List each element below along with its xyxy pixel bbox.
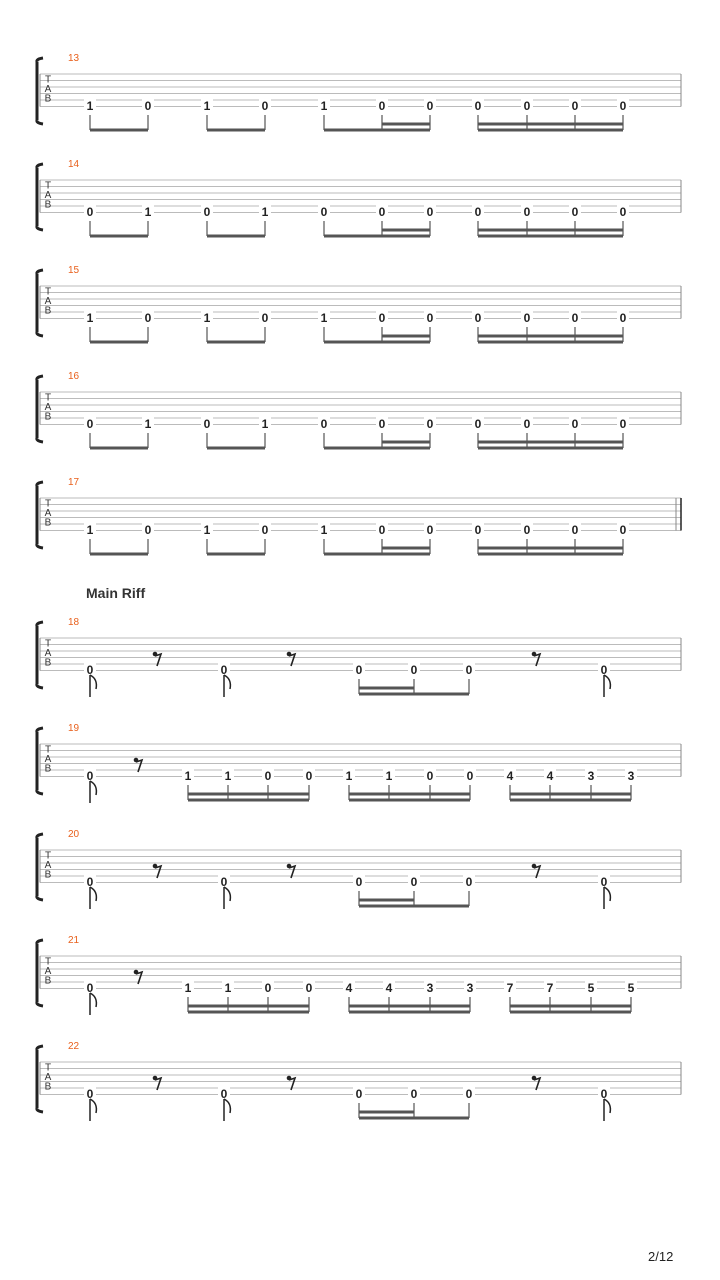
tab-note: 0	[426, 205, 434, 219]
tab-note: 0	[144, 311, 152, 325]
tab-note: 1	[345, 769, 353, 783]
tab-clef-letter: T	[44, 850, 52, 862]
tab-note: 4	[385, 981, 393, 995]
tab-note: 0	[261, 311, 269, 325]
tab-note: 0	[426, 99, 434, 113]
section-title: Main Riff	[86, 585, 146, 601]
tab-note: 0	[426, 311, 434, 325]
tab-note: 1	[86, 311, 94, 325]
tab-note: 0	[619, 417, 627, 431]
tab-note: 5	[627, 981, 635, 995]
tab-note: 0	[305, 981, 313, 995]
tab-note: 4	[546, 769, 554, 783]
tab-note: 7	[546, 981, 554, 995]
tab-system	[37, 723, 681, 803]
tab-note: 0	[86, 981, 94, 995]
tab-clef-letter: B	[44, 1081, 52, 1093]
tab-clef-letter: T	[44, 74, 52, 86]
tab-note: 0	[86, 663, 94, 677]
tab-note: 0	[144, 523, 152, 537]
tab-note: 0	[378, 523, 386, 537]
note-flag	[90, 993, 96, 1007]
tab-note: 0	[355, 663, 363, 677]
tab-note: 3	[466, 981, 474, 995]
tab-note: 0	[619, 311, 627, 325]
tab-note: 1	[184, 981, 192, 995]
tab-note: 1	[320, 99, 328, 113]
note-flag	[90, 1099, 96, 1113]
tab-note: 0	[571, 417, 579, 431]
tab-note: 1	[261, 417, 269, 431]
note-flag	[90, 887, 96, 901]
tab-note: 1	[224, 981, 232, 995]
tab-clef-letter: A	[44, 190, 52, 201]
tab-note: 7	[506, 981, 514, 995]
tab-note: 0	[474, 99, 482, 113]
tab-note: 0	[619, 99, 627, 113]
tab-clef-letter: A	[44, 754, 52, 765]
tab-note: 0	[571, 311, 579, 325]
tab-clef-letter: T	[44, 286, 52, 298]
tab-clef-letter: A	[44, 860, 52, 871]
tab-note: 0	[203, 417, 211, 431]
tab-system	[37, 265, 681, 342]
tab-note: 0	[600, 875, 608, 889]
tab-clef-letter: B	[44, 411, 52, 423]
tab-system	[37, 617, 681, 697]
tab-clef-letter: T	[44, 180, 52, 192]
tab-clef-letter: A	[44, 1072, 52, 1083]
tab-note: 0	[523, 417, 531, 431]
tab-note: 0	[474, 417, 482, 431]
tab-system	[37, 53, 681, 130]
tab-note: 1	[203, 99, 211, 113]
tab-note: 1	[385, 769, 393, 783]
tab-note: 0	[378, 99, 386, 113]
tab-note: 1	[184, 769, 192, 783]
tab-clef-letter: A	[44, 508, 52, 519]
tab-clef-letter: A	[44, 402, 52, 413]
tab-note: 0	[86, 417, 94, 431]
tab-note: 1	[203, 523, 211, 537]
note-flag	[90, 675, 96, 689]
tab-clef-letter: A	[44, 648, 52, 659]
tab-note: 0	[474, 523, 482, 537]
tab-note: 0	[320, 205, 328, 219]
tab-system	[37, 1041, 681, 1121]
tab-note: 0	[261, 99, 269, 113]
measure-number: 18	[68, 617, 80, 628]
tab-note: 0	[474, 205, 482, 219]
measure-number: 21	[68, 935, 80, 946]
measure-number: 20	[68, 829, 80, 840]
note-flag	[604, 887, 610, 901]
tab-system	[37, 159, 681, 236]
tab-note: 0	[264, 981, 272, 995]
measure-number: 15	[68, 265, 80, 276]
tab-clef-letter: B	[44, 199, 52, 211]
tab-note: 0	[86, 205, 94, 219]
tab-note: 0	[523, 99, 531, 113]
tab-clef-letter: B	[44, 975, 52, 987]
tab-note: 0	[426, 523, 434, 537]
tab-clef-letter: B	[44, 763, 52, 775]
tab-note: 1	[203, 311, 211, 325]
measure-number: 17	[68, 477, 80, 488]
tab-note: 0	[523, 205, 531, 219]
tab-note: 0	[426, 769, 434, 783]
tab-note: 0	[410, 663, 418, 677]
tab-note: 1	[86, 99, 94, 113]
tab-system	[37, 829, 681, 909]
tab-note: 0	[571, 99, 579, 113]
page-number: 2/12	[648, 1249, 674, 1264]
tab-clef-letter: B	[44, 869, 52, 881]
tab-note: 0	[86, 1087, 94, 1101]
tab-clef-letter: A	[44, 296, 52, 307]
tab-note: 0	[466, 769, 474, 783]
tab-clef-letter: T	[44, 744, 52, 756]
tab-clef-letter: B	[44, 517, 52, 529]
tab-note: 0	[305, 769, 313, 783]
tab-note: 0	[523, 311, 531, 325]
tab-clef-letter: A	[44, 84, 52, 95]
tab-system	[37, 935, 681, 1015]
tab-note: 0	[220, 1087, 228, 1101]
tab-note: 0	[571, 523, 579, 537]
tab-note: 0	[220, 663, 228, 677]
tab-note: 0	[320, 417, 328, 431]
tab-note: 0	[355, 1087, 363, 1101]
tab-note: 3	[426, 981, 434, 995]
note-flag	[604, 675, 610, 689]
tab-note: 0	[465, 663, 473, 677]
tab-note: 0	[220, 875, 228, 889]
tab-note: 0	[465, 875, 473, 889]
tab-note: 1	[320, 523, 328, 537]
tab-note: 0	[261, 523, 269, 537]
tab-note: 0	[355, 875, 363, 889]
tab-clef-letter: T	[44, 956, 52, 968]
tab-note: 3	[627, 769, 635, 783]
tab-clef-letter: A	[44, 966, 52, 977]
tab-note: 0	[264, 769, 272, 783]
measure-number: 16	[68, 371, 80, 382]
tab-note: 0	[144, 99, 152, 113]
tab-note: 0	[86, 769, 94, 783]
tab-clef-letter: T	[44, 1062, 52, 1074]
tab-note: 0	[474, 311, 482, 325]
measure-number: 19	[68, 723, 80, 734]
tab-note: 4	[506, 769, 514, 783]
tab-note: 0	[571, 205, 579, 219]
note-flag	[90, 781, 96, 795]
tab-note: 0	[410, 875, 418, 889]
tab-clef-letter: T	[44, 638, 52, 650]
note-flag	[224, 1099, 230, 1113]
tab-clef-letter: T	[44, 498, 52, 510]
tab-note: 0	[465, 1087, 473, 1101]
tab-note: 0	[410, 1087, 418, 1101]
tab-note: 1	[86, 523, 94, 537]
tab-note: 0	[378, 417, 386, 431]
tab-clef-letter: B	[44, 93, 52, 105]
tab-note: 0	[378, 205, 386, 219]
tab-note: 4	[345, 981, 353, 995]
tab-note: 0	[523, 523, 531, 537]
tab-system	[37, 477, 681, 554]
tab-clef-letter: B	[44, 657, 52, 669]
tab-note: 0	[600, 663, 608, 677]
tab-clef-letter: B	[44, 305, 52, 317]
tab-system	[37, 371, 681, 448]
tab-clef-letter: T	[44, 392, 52, 404]
tab-note: 0	[378, 311, 386, 325]
measure-number: 13	[68, 53, 80, 64]
note-flag	[224, 675, 230, 689]
tab-note: 0	[86, 875, 94, 889]
tab-note: 1	[144, 417, 152, 431]
tab-note: 5	[587, 981, 595, 995]
tab-note: 0	[619, 523, 627, 537]
tab-note: 0	[426, 417, 434, 431]
measure-number: 22	[68, 1041, 80, 1052]
tab-note: 3	[587, 769, 595, 783]
tab-note: 1	[320, 311, 328, 325]
tab-note: 1	[144, 205, 152, 219]
tab-note: 0	[600, 1087, 608, 1101]
tab-note: 1	[224, 769, 232, 783]
measure-number: 14	[68, 159, 80, 170]
note-flag	[224, 887, 230, 901]
tab-note: 0	[203, 205, 211, 219]
tab-note: 0	[619, 205, 627, 219]
tab-note: 1	[261, 205, 269, 219]
note-flag	[604, 1099, 610, 1113]
